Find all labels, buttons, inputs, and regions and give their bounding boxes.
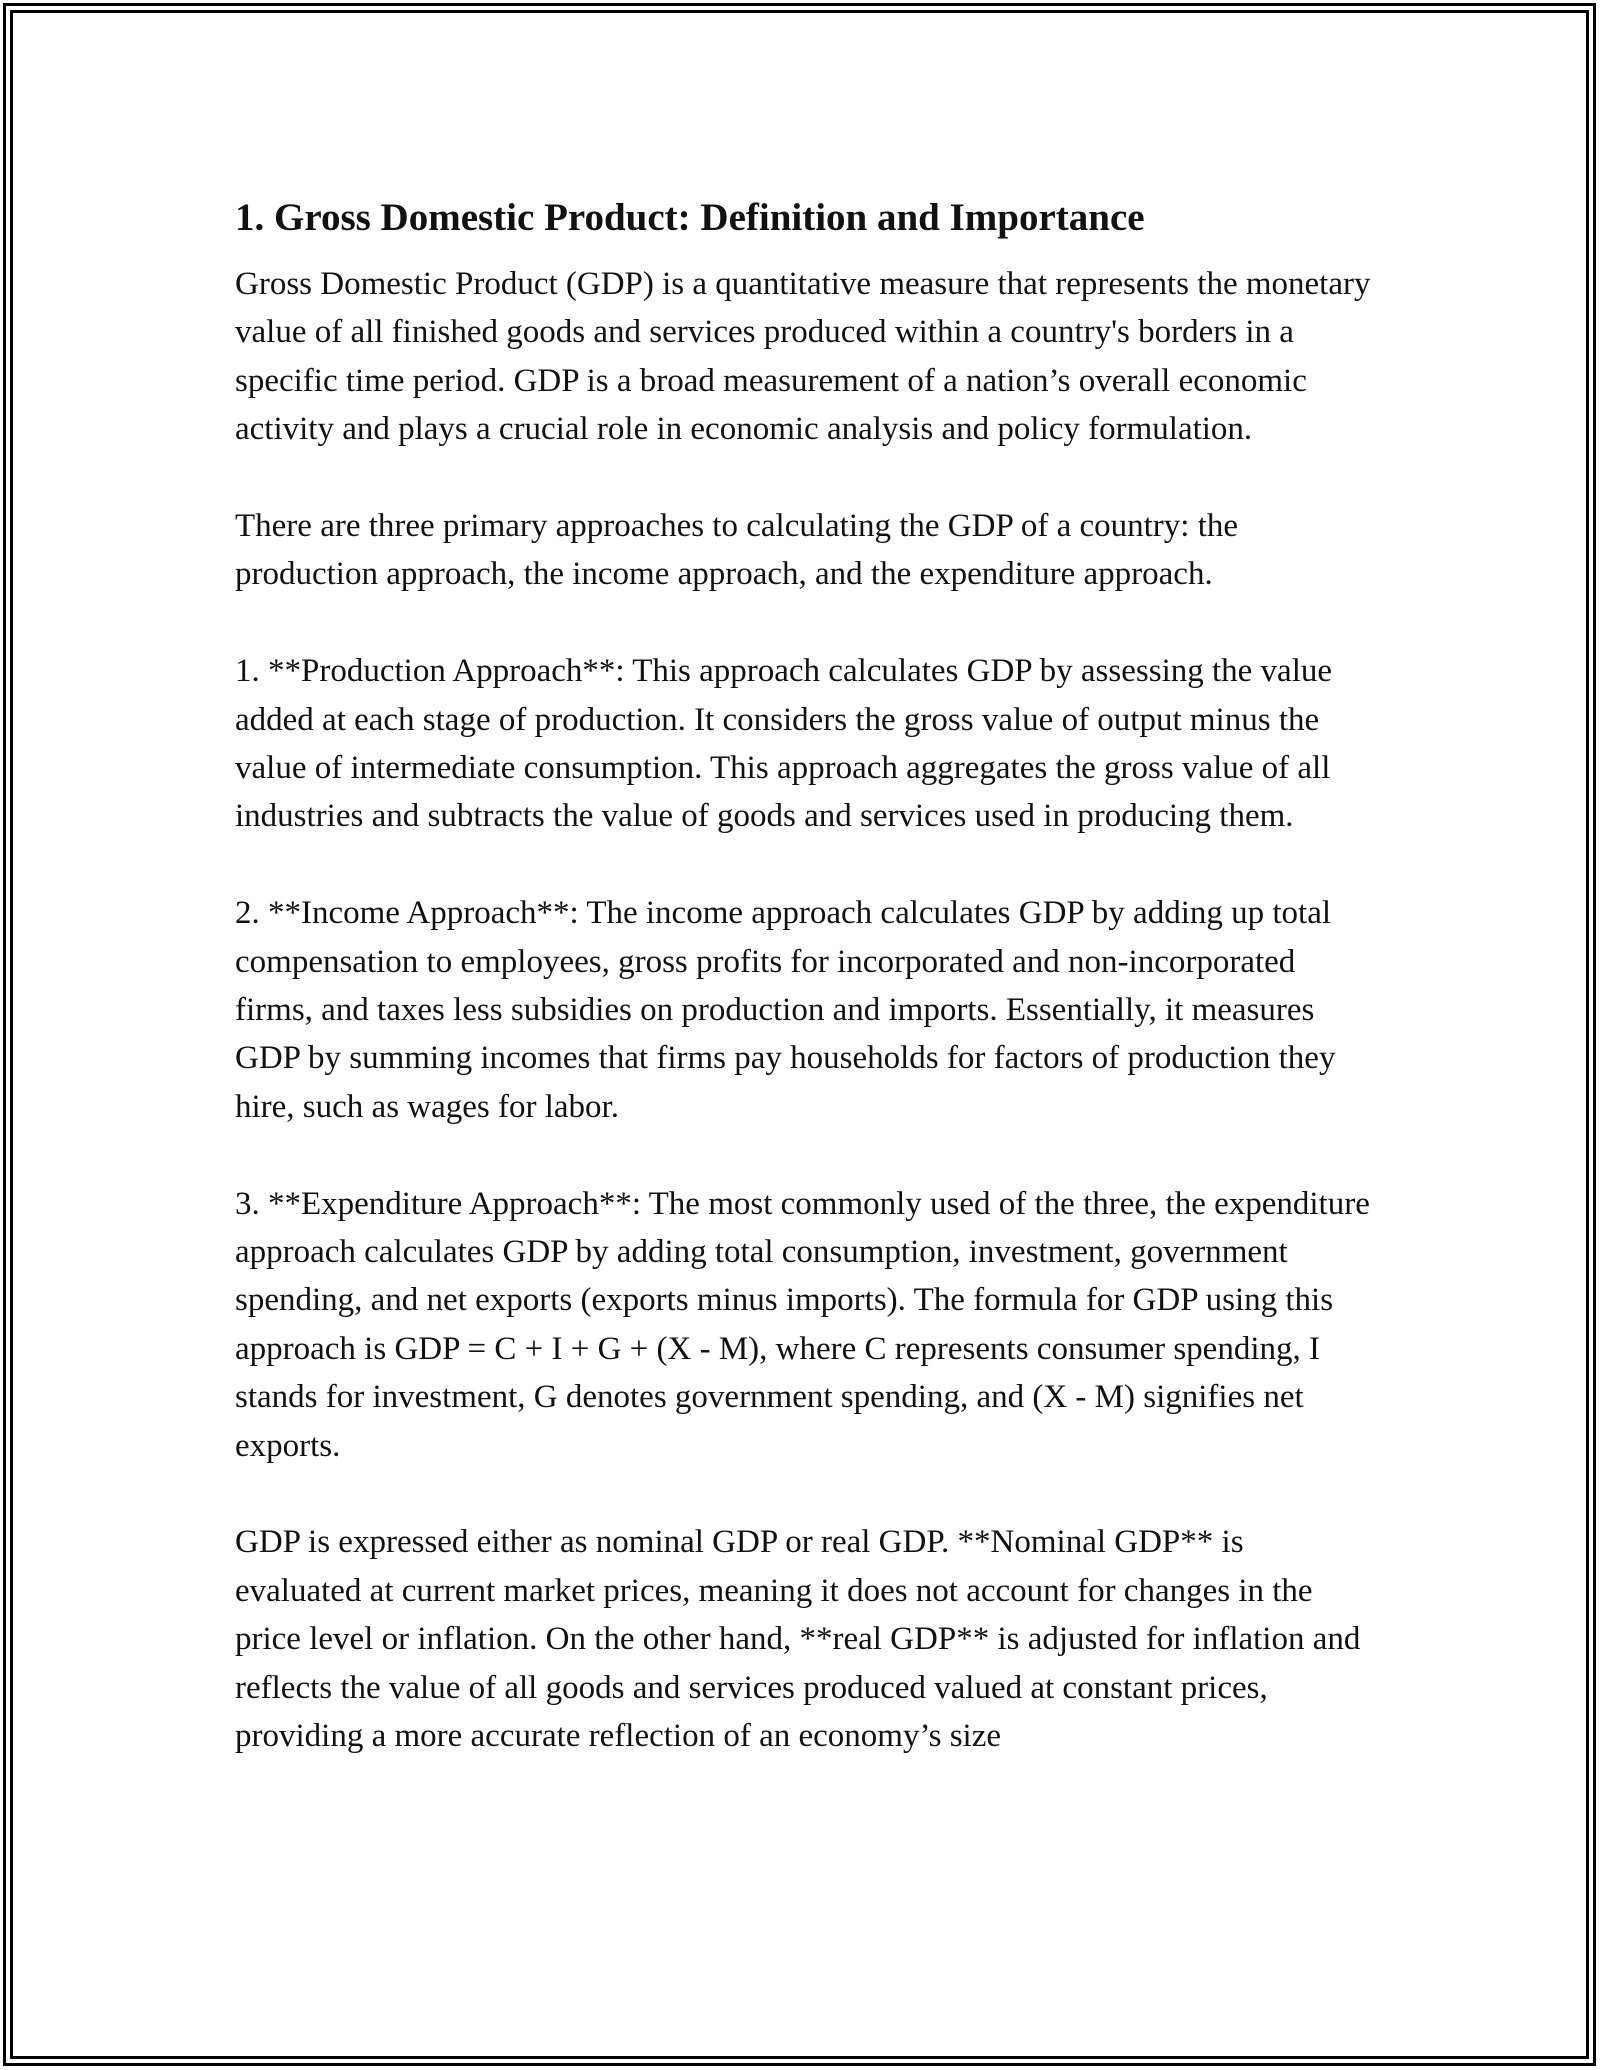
paragraph-expenditure-approach: 3. **Expenditure Approach**: The most commonly used of the three, the expenditure approach calculates GDP by adding total consumption, investment, government spending, and net exports (exports minus imports). The formula for GDP using this approach is GDP = C + I + G + (X - M), where C represents consumer spending, I stands for investment, G denotes government spending, and (X - M) signifies net exports. bbox=[235, 1185, 1370, 1464]
paragraph-approaches-intro: There are three primary approaches to calculating the GDP of a country: the production approach, the income approach, and the expenditure approach. bbox=[235, 508, 1239, 593]
document-body bbox=[235, 180, 1375, 1761]
paragraph-gdp-definition: Gross Domestic Product (GDP) is a quantitative measure that represents the monetary value of all finished goods and services produced within a country's borders in a specific time period. GDP is a broad measurement of a nation’s overall economic activity and plays a crucial role in economic analysis and policy formulation. bbox=[235, 266, 1371, 448]
section-heading: 1. Gross Domestic Product: Definition and Importance bbox=[235, 196, 1145, 239]
paragraph-production-approach: 1. **Production Approach**: This approach calculates GDP by assessing the value added at each stage of production. It considers the gross value of output minus the value of intermediate consumption. This approach aggregates the gross value of all industries and subtracts the value of goods and services used in producing them. bbox=[235, 653, 1333, 835]
paragraph-nominal-real-gdp: GDP is expressed either as nominal GDP or real GDP. **Nominal GDP** is evaluated at current market prices, meaning it does not account for changes in the price level or inflation. On the other hand, **real GDP** is adjusted for inflation and reflects the value of all goods and services produced valued at constant prices, providing a more accurate reflection of an economy’s size bbox=[235, 1524, 1361, 1755]
paragraph-income-approach: 2. **Income Approach**: The income approach calculates GDP by adding up total compensation to employees, gross profits for incorporated and non-incorporated firms, and taxes less subsidies on production and imports. Essentially, it measures GDP by summing incomes that firms pay households for factors of production they hire, such as wages for labor. bbox=[235, 895, 1336, 1125]
